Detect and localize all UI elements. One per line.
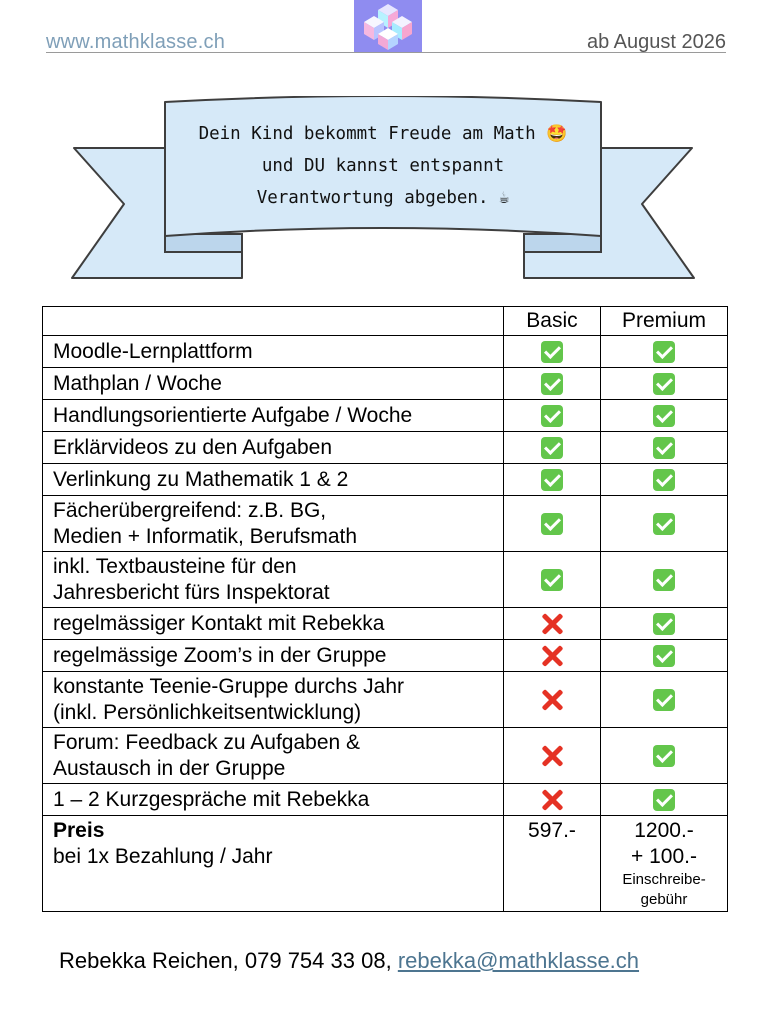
feature-label: Austausch in der Gruppe bbox=[53, 756, 286, 780]
star-struck-emoji-icon: 🤩 bbox=[546, 124, 568, 144]
price-title: Preis bbox=[53, 819, 105, 842]
banner-line-1: Dein Kind bekommt Freude am Math 🤩 bbox=[198, 124, 568, 144]
table-row bbox=[43, 496, 728, 552]
premium-fee-note-1: Einschreibe- bbox=[622, 871, 706, 888]
check-mark-icon bbox=[653, 373, 675, 395]
feature-cell bbox=[43, 672, 504, 728]
table-row bbox=[43, 400, 728, 432]
feature-cell bbox=[43, 400, 504, 432]
website-link[interactable]: www.mathklasse.ch bbox=[46, 31, 226, 53]
premium-cell bbox=[601, 608, 728, 640]
premium-cell bbox=[601, 336, 728, 368]
feature-label: Fächerübergreifend: z.B. BG, bbox=[53, 498, 327, 522]
basic-cell bbox=[503, 784, 600, 816]
check-mark-icon bbox=[541, 469, 563, 491]
basic-cell bbox=[503, 672, 600, 728]
check-mark-icon bbox=[541, 373, 563, 395]
feature-label: Handlungsorientierte Aufgabe / Woche bbox=[53, 403, 413, 427]
check-mark-icon bbox=[653, 513, 675, 535]
check-mark-icon bbox=[541, 341, 563, 363]
check-mark-icon bbox=[541, 569, 563, 591]
premium-extra-fee: + 100.- bbox=[631, 845, 697, 868]
feature-label: regelmässiger Kontakt mit Rebekka bbox=[53, 611, 385, 635]
feature-label: inkl. Textbausteine für den bbox=[53, 554, 297, 578]
basic-cell bbox=[503, 432, 600, 464]
table-row bbox=[43, 336, 728, 368]
email-link[interactable]: rebekka@mathklasse.ch bbox=[397, 948, 640, 973]
table-row bbox=[43, 608, 728, 640]
banner-message bbox=[165, 118, 601, 214]
cross-mark-icon bbox=[540, 644, 564, 668]
basic-cell bbox=[503, 368, 600, 400]
table-row bbox=[43, 640, 728, 672]
premium-cell bbox=[601, 640, 728, 672]
basic-price-cell bbox=[503, 816, 600, 912]
premium-cell bbox=[601, 784, 728, 816]
feature-cell bbox=[43, 784, 504, 816]
basic-cell bbox=[503, 608, 600, 640]
basic-cell bbox=[503, 728, 600, 784]
header-cell-feature bbox=[43, 307, 504, 336]
header-cell-basic: Basic bbox=[503, 307, 600, 336]
premium-fee-note-2: gebühr bbox=[640, 891, 688, 908]
check-mark-icon bbox=[541, 437, 563, 459]
table-row bbox=[43, 672, 728, 728]
cross-mark-icon bbox=[540, 788, 564, 812]
check-mark-icon bbox=[653, 469, 675, 491]
feature-cell bbox=[43, 496, 504, 552]
premium-cell bbox=[601, 672, 728, 728]
feature-label: Mathplan / Woche bbox=[53, 371, 222, 395]
feature-cell bbox=[43, 552, 504, 608]
feature-cell bbox=[43, 608, 504, 640]
premium-cell bbox=[601, 552, 728, 608]
basic-cell bbox=[503, 640, 600, 672]
premium-price: 1200.- bbox=[634, 819, 694, 842]
basic-cell bbox=[503, 400, 600, 432]
basic-price: 597.- bbox=[528, 819, 576, 842]
table-row bbox=[43, 728, 728, 784]
check-mark-icon bbox=[541, 513, 563, 535]
check-mark-icon bbox=[653, 613, 675, 635]
feature-comparison-table bbox=[42, 306, 728, 912]
check-mark-icon bbox=[653, 569, 675, 591]
cross-mark-icon bbox=[540, 688, 564, 712]
check-mark-icon bbox=[653, 645, 675, 667]
price-subtitle: bei 1x Bezahlung / Jahr bbox=[53, 845, 273, 868]
feature-label: Verlinkung zu Mathematik 1 & 2 bbox=[53, 467, 349, 491]
header-divider bbox=[46, 52, 726, 53]
table-row bbox=[43, 464, 728, 496]
premium-cell bbox=[601, 464, 728, 496]
feature-label: Jahresbericht fürs Inspektorat bbox=[53, 580, 330, 604]
premium-cell bbox=[601, 368, 728, 400]
contact-footer bbox=[59, 948, 639, 974]
page-header bbox=[0, 0, 768, 60]
cross-mark-icon bbox=[540, 612, 564, 636]
basic-cell bbox=[503, 496, 600, 552]
premium-cell bbox=[601, 496, 728, 552]
feature-label: 1 – 2 Kurzgespräche mit Rebekka bbox=[53, 787, 370, 811]
premium-cell bbox=[601, 432, 728, 464]
feature-label: Forum: Feedback zu Aufgaben & bbox=[53, 730, 361, 754]
feature-cell bbox=[43, 336, 504, 368]
feature-label: Moodle-Lernplattform bbox=[53, 339, 253, 363]
check-mark-icon bbox=[653, 689, 675, 711]
basic-cell bbox=[503, 464, 600, 496]
feature-label: regelmässige Zoom’s in der Gruppe bbox=[53, 643, 387, 667]
check-mark-icon bbox=[653, 745, 675, 767]
banner-line-3: Verantwortung abgeben. ☕ bbox=[256, 188, 510, 208]
banner-line-2: und DU kannst entspannt bbox=[261, 156, 505, 176]
price-row bbox=[43, 816, 728, 912]
premium-cell bbox=[601, 400, 728, 432]
feature-cell bbox=[43, 432, 504, 464]
feature-cell bbox=[43, 368, 504, 400]
contact-text: Rebekka Reichen, 079 754 33 08, bbox=[59, 948, 398, 973]
feature-label: konstante Teenie-Gruppe durchs Jahr bbox=[53, 674, 404, 698]
table-row bbox=[43, 552, 728, 608]
feature-label: Medien + Informatik, Berufsmath bbox=[53, 524, 358, 548]
table-row bbox=[43, 784, 728, 816]
feature-cell bbox=[43, 640, 504, 672]
table-header-row bbox=[43, 307, 728, 336]
basic-cell bbox=[503, 336, 600, 368]
basic-cell bbox=[503, 552, 600, 608]
coffee-cup-icon: ☕ bbox=[499, 188, 510, 208]
check-mark-icon bbox=[541, 405, 563, 427]
table-row bbox=[43, 368, 728, 400]
check-mark-icon bbox=[653, 789, 675, 811]
header-cell-premium: Premium bbox=[601, 307, 728, 336]
feature-cell bbox=[43, 464, 504, 496]
check-mark-icon bbox=[653, 437, 675, 459]
premium-price-cell bbox=[601, 816, 728, 912]
hexagon-cube-logo bbox=[354, 0, 422, 52]
feature-label: Erklärvideos zu den Aufgaben bbox=[53, 435, 333, 459]
premium-cell bbox=[601, 728, 728, 784]
feature-cell bbox=[43, 728, 504, 784]
feature-label: (inkl. Persönlichkeitsentwicklung) bbox=[53, 700, 362, 724]
check-mark-icon bbox=[653, 405, 675, 427]
start-date-text: ab August 2026 bbox=[586, 31, 726, 53]
price-label-cell bbox=[43, 816, 504, 912]
cross-mark-icon bbox=[540, 744, 564, 768]
table-row bbox=[43, 432, 728, 464]
check-mark-icon bbox=[653, 341, 675, 363]
